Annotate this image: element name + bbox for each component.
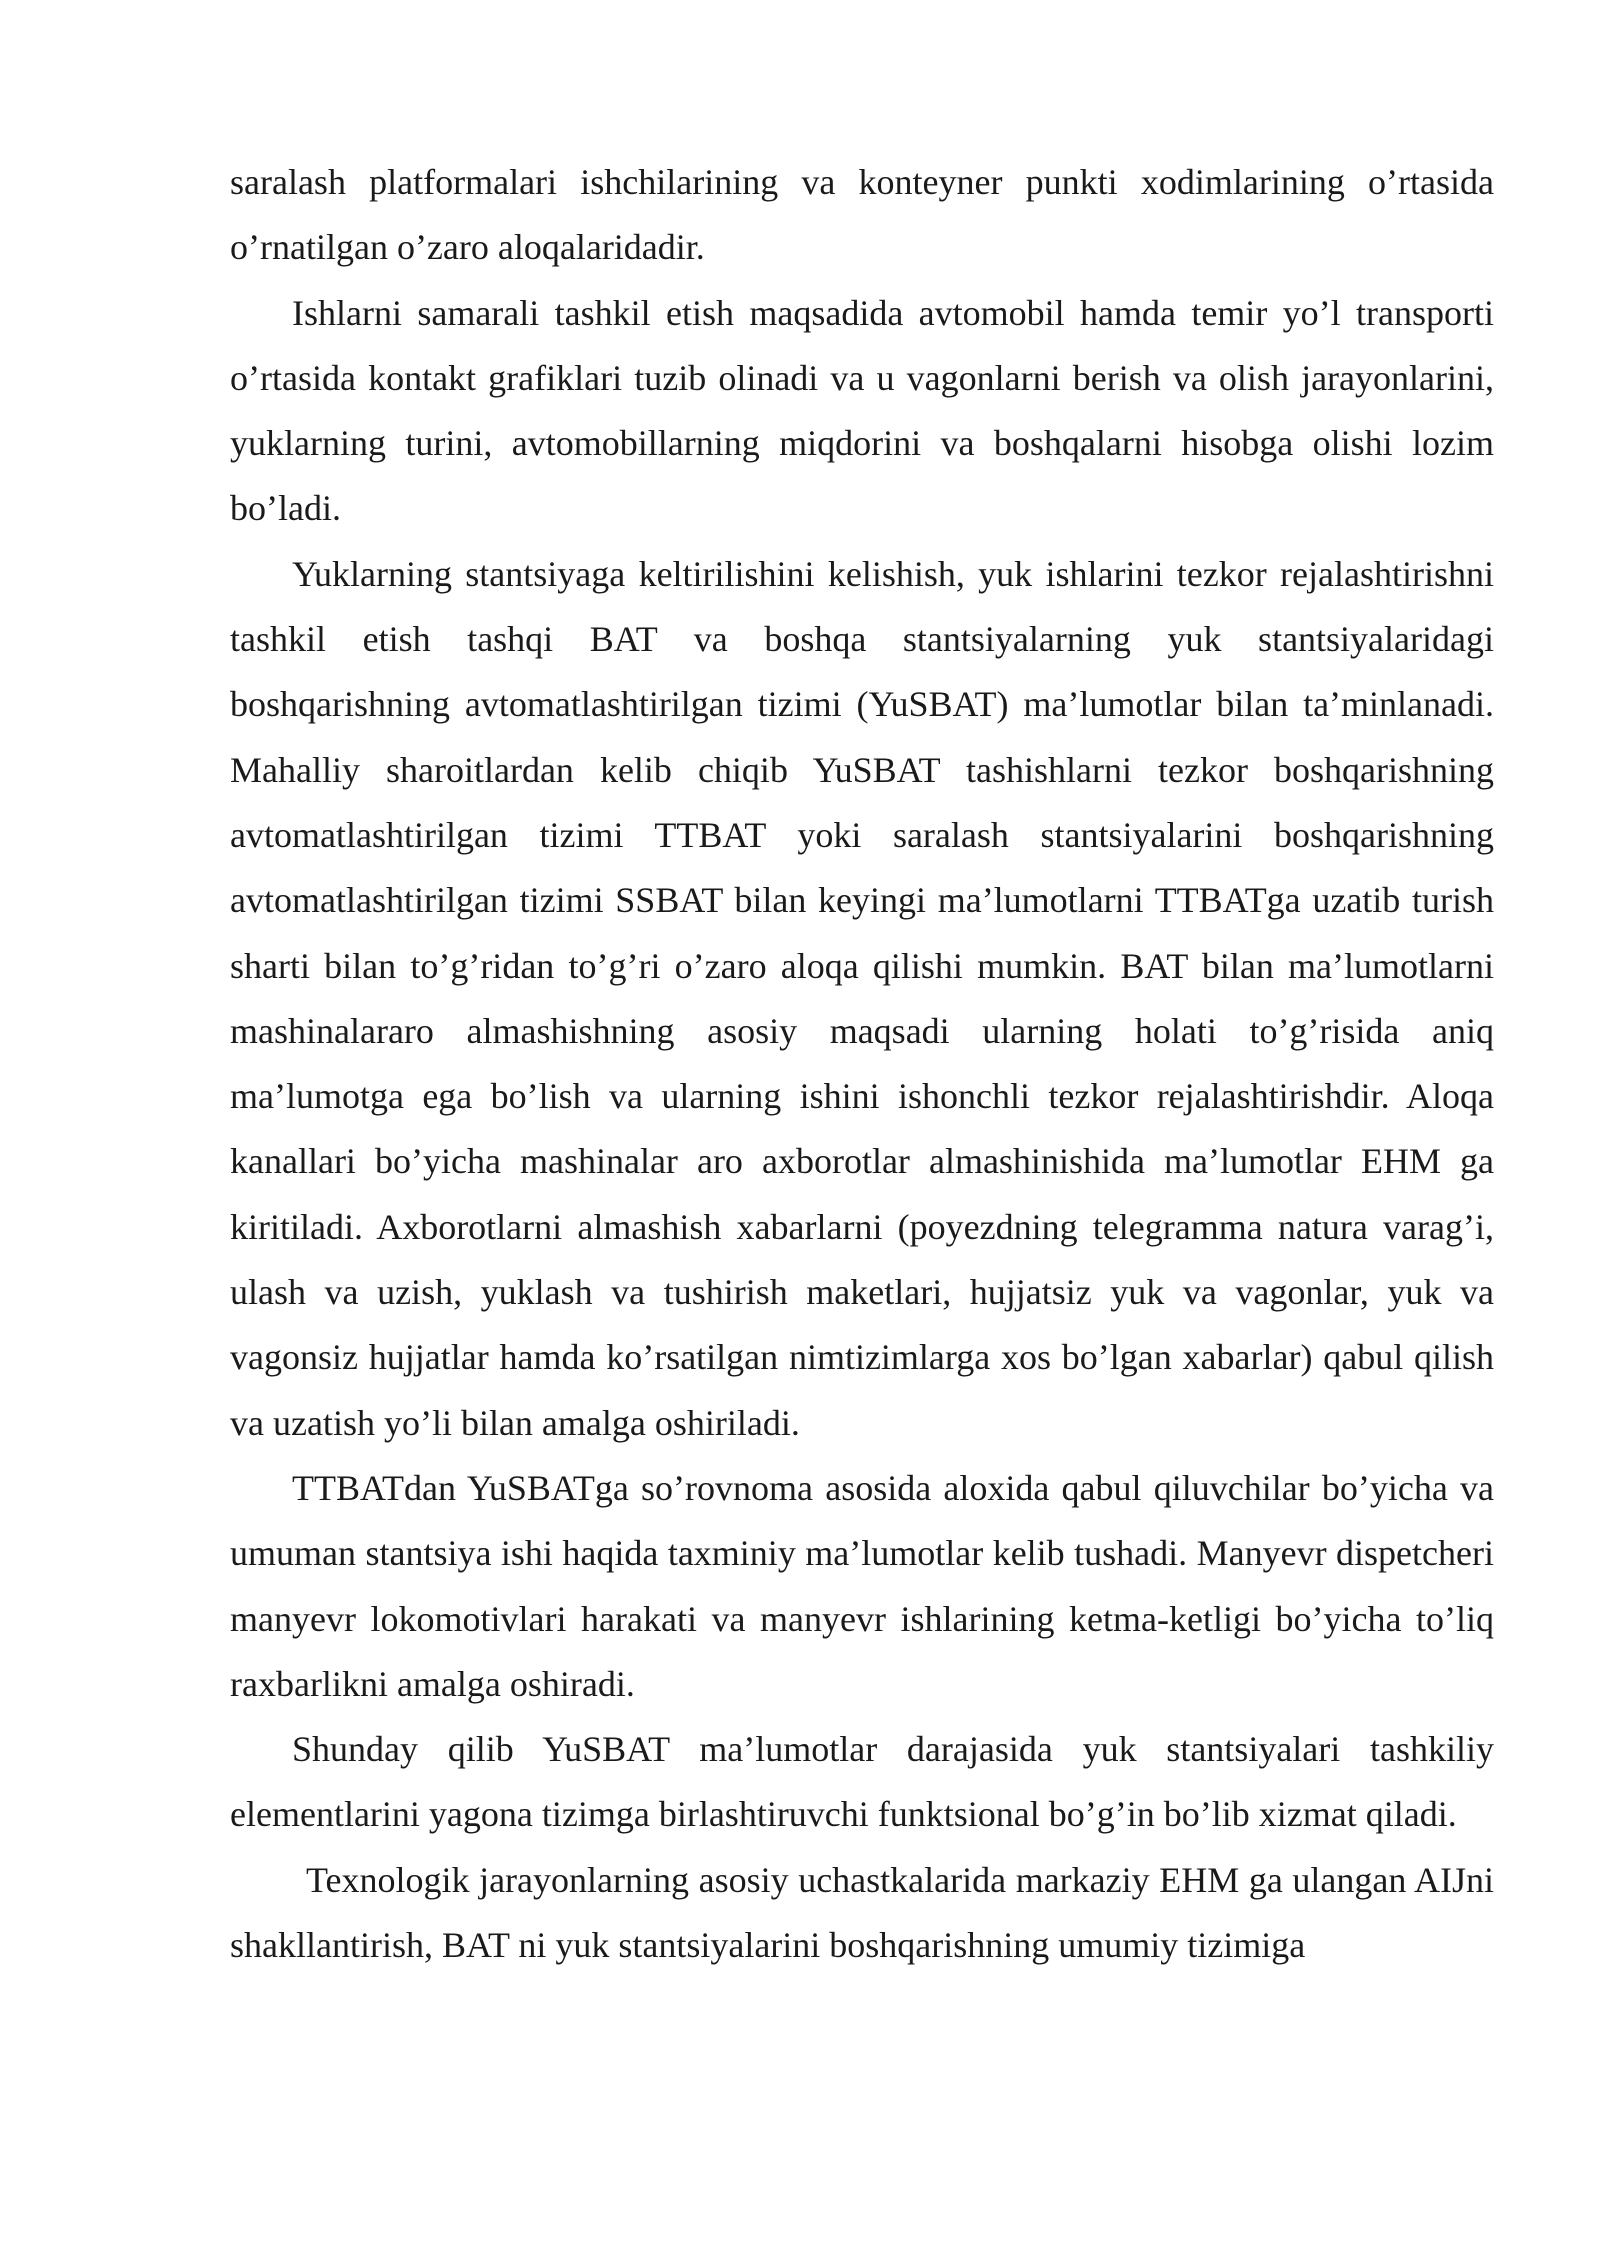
paragraph-yusbat-data-exchange: Yuklarning stantsiyaga keltirilishini kelishish, yuk ishlarini tezkor rejalashtirishni tashkil etish tashqi BAT va boshqa stantsiyalarning yuk stantsiyalaridagi boshqarishning avtomatlashtirilgan tizimi (YuSBAT) ma’lumotlar bilan ta’minlanadi. Mahalliy sharoitlardan kelib chiqib YuSBAT tashishlarni tezkor boshqarishning avtomatlashtirilgan tizimi TTBAT yoki saralash stantsiyalarini boshqarishning avtomatlashtirilgan tizimi SSBAT bilan keyingi ma’lumotlarni TTBATga uzatib turish sharti bilan to’g’ridan to’g’ri o’zaro aloqa qilishi mumkin. BAT bilan ma’lumotlarni mashinalararo almashishning asosiy maqsadi ularning holati to’g’risida aniq ma’lumotga ega bo’lish va ularning ishini ishonchli tezkor rejalashtirishdir. Aloqa kanallari bo’yicha mashinalar aro axborotlar almashinishida ma’lumotlar EHM ga kiritiladi. Axborotlarni almashish xabarlarni (poyezdning telegramma natura varag’i, ulash va uzish, yuklash va tushirish maketlari, hujjatsiz yuk va vagonlar, yuk va vagonsiz hujjatlar hamda ko’rsatilgan nimtizimlarga xos bo’lgan xabarlar) qabul qilish va uzatish yo’li bilan amalga oshiriladi. [230,553,1494,1443]
paragraph-yusbat-summary: Shunday qilib YuSBAT ma’lumotlar darajasida yuk stantsiyalari tashkiliy elementlarini yagona tizimga birlashtiruvchi funktsional bo’g’in bo’lib xizmat qiladi. [230,1729,1494,1835]
paragraph-technological-processes: Texnologik jarayonlarning asosiy uchastkalarida markaziy EHM ga ulangan AIJni shakllantirish, BAT ni yuk stantsiyalarini boshqarishning umumiy tizimiga [230,1859,1494,1966]
paragraph-contact-schedules: Ishlarni samarali tashkil etish maqsadida avtomobil hamda temir yo’l transporti o’rtasida kontakt grafiklari tuzib olinadi va u vagonlarni berish va olish jarayonlarini, yuklarning turini, avtomobillarning miqdorini va boshqalarni hisobga olishi lozim bo’ladi. [230,292,1494,529]
paragraph-ttbat-requests: TTBATdan YuSBATga so’rovnoma asosida aloxida qabul qiluvchilar bo’yicha va umuman stantsiya ishi haqida taxminiy ma’lumotlar kelib tushadi. Manyevr dispetcheri manyevr lokomotivlari harakati va manyevr ishlarining ketma-ketligi bo’yicha to’liq raxbarlikni amalga oshiradi. [230,1467,1494,1704]
document-body [230,150,1494,1978]
paragraph-continuation: saralash platformalari ishchilarining va konteyner punkti xodimlarining o’rtasida o’rnatilgan o’zaro aloqalaridadir. [230,162,1494,268]
